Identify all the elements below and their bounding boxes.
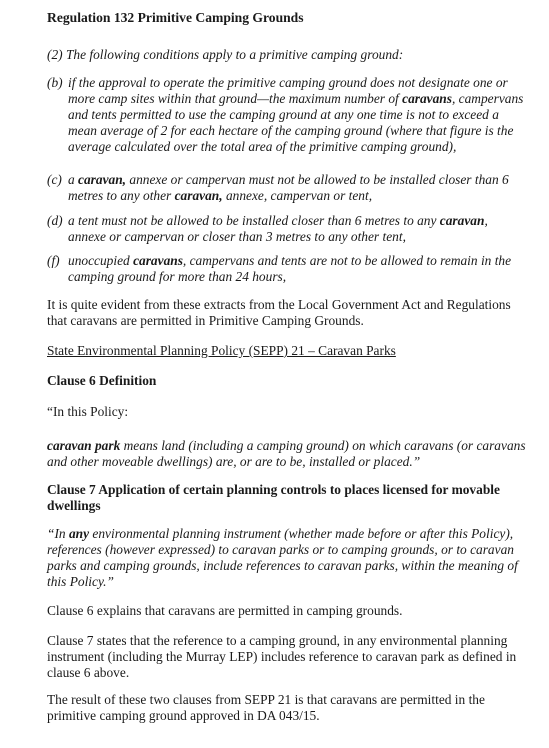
- conclusion-paragraph: The result of these two clauses from SEPP 21 is that caravans are permitted in the primitive camping ground approved in DA 043/15.: [47, 692, 485, 723]
- regulation-intro: (2) The following conditions apply to a primitive camping ground:: [47, 47, 404, 62]
- clause-6-explanation: Clause 6 explains that caravans are permitted in camping grounds.: [47, 603, 403, 618]
- clause-7-quote: “In any environmental planning instrument (whether made before or after this Policy), references (however expressed) to caravan parks or to camping grounds, or to caravan parks and camping grounds, include references to caravan parks, within the meaning of this Policy.”: [47, 526, 518, 589]
- clause-7-explanation: Clause 7 states that the reference to a camping ground, in any environmental planning instrument (including the Murray LEP) includes reference to caravan park as defined in clause 6 above.: [47, 633, 517, 680]
- caravans-emphasis: caravans: [402, 91, 452, 106]
- condition-f-text: unoccupied caravans, campervans and tents are not to be allowed to remain in the camping ground for more than 24 hours,: [68, 253, 512, 284]
- caravan-emphasis: caravan: [439, 213, 485, 228]
- caravans-emphasis: caravans: [133, 253, 183, 268]
- condition-c-label: (c): [47, 172, 62, 187]
- clause-6-heading: Clause 6 Definition: [47, 373, 157, 388]
- caravan-emphasis: caravan,: [174, 188, 223, 203]
- condition-d-text: a tent must not be allowed to be installed closer than 6 metres to any caravan, annexe or campervan or closer than 3 metres to any other tent,: [68, 213, 488, 244]
- caravan-park-term: caravan park: [47, 438, 121, 453]
- evidence-paragraph: It is quite evident from these extracts from the Local Government Act and Regulations that caravans are permitted in Primitive Camping Grounds.: [47, 297, 511, 328]
- sepp-title: State Environmental Planning Policy (SEPP) 21 – Caravan Parks: [47, 343, 396, 358]
- condition-b-text: if the approval to operate the primitive camping ground does not designate one or more camp sites within that ground—the maximum number of caravans, campervans and tents permitted to use the camping ground at any one time is not to exceed a mean average of 2 for each hectare of the camping ground (where that figure is the average calculated over the total area of the primitive camping ground),: [68, 75, 524, 154]
- any-emphasis: any: [68, 526, 90, 541]
- condition-d-label: (d): [47, 213, 63, 228]
- condition-f-label: (f): [47, 253, 60, 268]
- caravan-park-definition: caravan park means land (including a camping ground) on which caravans (or caravans and other moveable dwellings) are, or are to be, installed or placed.”: [47, 438, 526, 469]
- condition-c-text: a caravan, annexe or campervan must not be allowed to be installed closer than 6 metres to any other caravan, annexe, campervan or tent,: [68, 172, 509, 203]
- condition-b-label: (b): [47, 75, 63, 90]
- caravan-emphasis: caravan,: [78, 172, 127, 187]
- regulation-132-heading: Regulation 132 Primitive Camping Grounds: [47, 10, 304, 25]
- clause-7-heading: Clause 7 Application of certain planning controls to places licensed for movable dwellings: [47, 482, 500, 513]
- clause-6-quote-open: “In this Policy:: [47, 404, 129, 419]
